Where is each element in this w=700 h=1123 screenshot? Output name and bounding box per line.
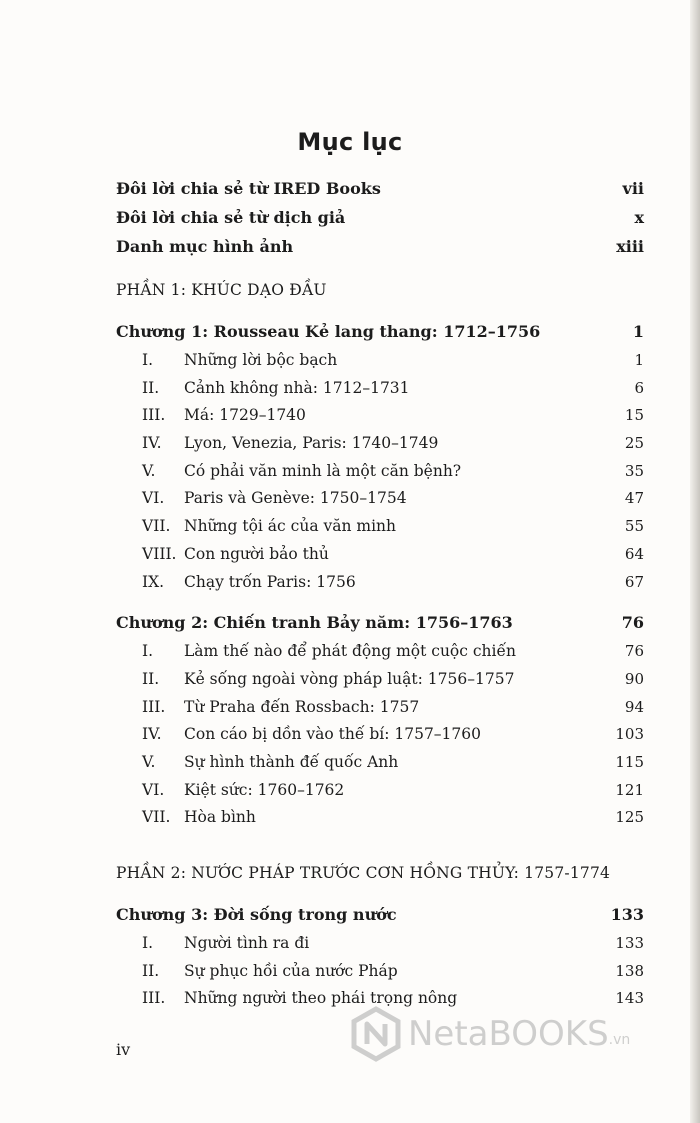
section-page: 133 [615,934,644,952]
section-label: Lyon, Venezia, Paris: 1740–1749 [184,434,439,453]
section-label: Con cáo bị dồn vào thế bí: 1757–1760 [184,725,482,744]
toc-section[interactable] [116,930,644,958]
section-label: Những người theo phái trọng nông [184,989,458,1008]
section-number: I. [142,351,154,369]
section-number: VI. [142,780,165,799]
section-label: Con người bảo thủ [184,544,329,563]
toc-section[interactable] [116,958,644,986]
section-page: 125 [615,808,644,827]
section-label: Sự phục hồi của nước Pháp [184,961,398,980]
section-label: Cảnh không nhà: 1712–1731 [184,378,410,397]
toc-section[interactable] [116,485,644,513]
part-heading-1 [116,275,644,305]
page-number: iv [116,1040,131,1059]
toc-section[interactable] [116,721,644,749]
section-number: III. [142,989,166,1008]
watermark [348,1006,630,1062]
section-number: II. [142,378,160,397]
section-number: III. [142,697,166,716]
part-label: PHẦN 2: NƯỚC PHÁP TRƯỚC CƠN HỒNG THỦY: 1757-1774 [116,864,611,882]
section-number: I. [142,934,154,952]
section-label: Có phải văn minh là một căn bệnh? [184,461,462,480]
toc-entry-front-1[interactable] [116,174,644,203]
section-label: Paris và Genève: 1750–1754 [184,489,407,508]
toc-entry-page: xiii [616,237,644,256]
chapter-label: Chương 2: Chiến tranh Bảy năm: 1756–1763 [116,613,513,633]
section-page: 35 [624,461,644,480]
chapter-page: 1 [632,322,644,341]
watermark-brand: NetaBOOKS [408,1014,609,1054]
section-label: Kẻ sống ngoài vòng pháp luật: 1756–1757 [184,669,515,688]
chapter-3[interactable] [116,900,644,930]
toc-section[interactable] [116,541,644,569]
chapter-label: Chương 3: Đời sống trong nước [116,905,397,924]
toc-entry-page: vii [622,179,644,198]
section-page: 121 [615,780,644,799]
toc-section[interactable] [116,458,644,486]
chapter-2[interactable] [116,608,644,638]
toc-section[interactable] [116,347,644,375]
toc-section[interactable] [116,375,644,403]
chapter-page: 76 [621,613,644,633]
section-label: Người tình ra đi [184,934,310,952]
toc-section[interactable] [116,430,644,458]
section-label: Sự hình thành đế quốc Anh [184,752,399,771]
section-page: 1 [634,351,644,369]
section-label: Từ Praha đến Rossbach: 1757 [184,697,420,716]
toc-entry-label: Danh mục hình ảnh [116,237,294,256]
page-edge [690,0,700,1123]
section-number: IX. [142,572,165,591]
section-page: 138 [615,961,644,980]
netabooks-logo-icon [348,1006,404,1062]
section-page: 6 [634,378,644,397]
section-page: 90 [624,669,644,688]
part-heading-2 [116,858,644,888]
section-number: VII. [142,517,171,536]
section-label: Những tội ác của văn minh [184,517,397,536]
toc-section[interactable] [116,749,644,777]
section-page: 25 [624,434,644,453]
toc-section[interactable] [116,569,644,597]
section-page: 94 [624,697,644,716]
section-number: VII. [142,808,171,827]
toc-section[interactable] [116,402,644,430]
toc-section[interactable] [116,804,644,832]
section-label: Chạy trốn Paris: 1756 [184,572,356,591]
watermark-suffix: .vn [608,1032,631,1048]
toc-section[interactable] [116,513,644,541]
toc-section[interactable] [116,666,644,694]
page-title: Mục lục [297,128,403,156]
toc-entry-page: x [634,208,644,227]
section-number: V. [142,752,156,771]
section-page: 103 [615,725,644,744]
section-label: Làm thế nào để phát động một cuộc chiến [184,642,517,661]
section-number: I. [142,642,154,661]
section-number: II. [142,669,160,688]
section-page: 115 [615,752,644,771]
toc-section[interactable] [116,777,644,805]
section-page: 67 [624,572,644,591]
section-number: II. [142,961,160,980]
section-label: Kiệt sức: 1760–1762 [184,780,345,799]
toc-section[interactable] [116,694,644,722]
section-label: Những lời bộc bạch [184,351,338,369]
section-label: Hòa bình [184,808,256,827]
chapter-label: Chương 1: Rousseau Kẻ lang thang: 1712–1756 [116,322,541,341]
section-number: VI. [142,489,165,508]
section-number: IV. [142,434,162,453]
section-number: VIII. [142,544,177,563]
section-label: Má: 1729–1740 [184,406,306,425]
chapter-page: 133 [610,905,644,924]
section-number: V. [142,461,156,480]
toc-entry-label: Đôi lời chia sẻ từ IRED Books [116,179,381,198]
section-page: 15 [624,406,644,425]
section-page: 55 [624,517,644,536]
section-page: 143 [615,989,644,1008]
table-of-contents [116,174,644,1013]
toc-entry-label: Đôi lời chia sẻ từ dịch giả [116,208,346,227]
section-number: III. [142,406,166,425]
chapter-1[interactable] [116,317,644,347]
toc-section[interactable] [116,638,644,666]
toc-entry-front-3[interactable] [116,232,644,261]
section-number: IV. [142,725,162,744]
section-page: 64 [624,544,644,563]
section-page: 47 [624,489,644,508]
part-label: PHẦN 1: KHÚC DẠO ĐẦU [116,281,327,299]
section-page: 76 [624,642,644,661]
toc-entry-front-2[interactable] [116,203,644,232]
